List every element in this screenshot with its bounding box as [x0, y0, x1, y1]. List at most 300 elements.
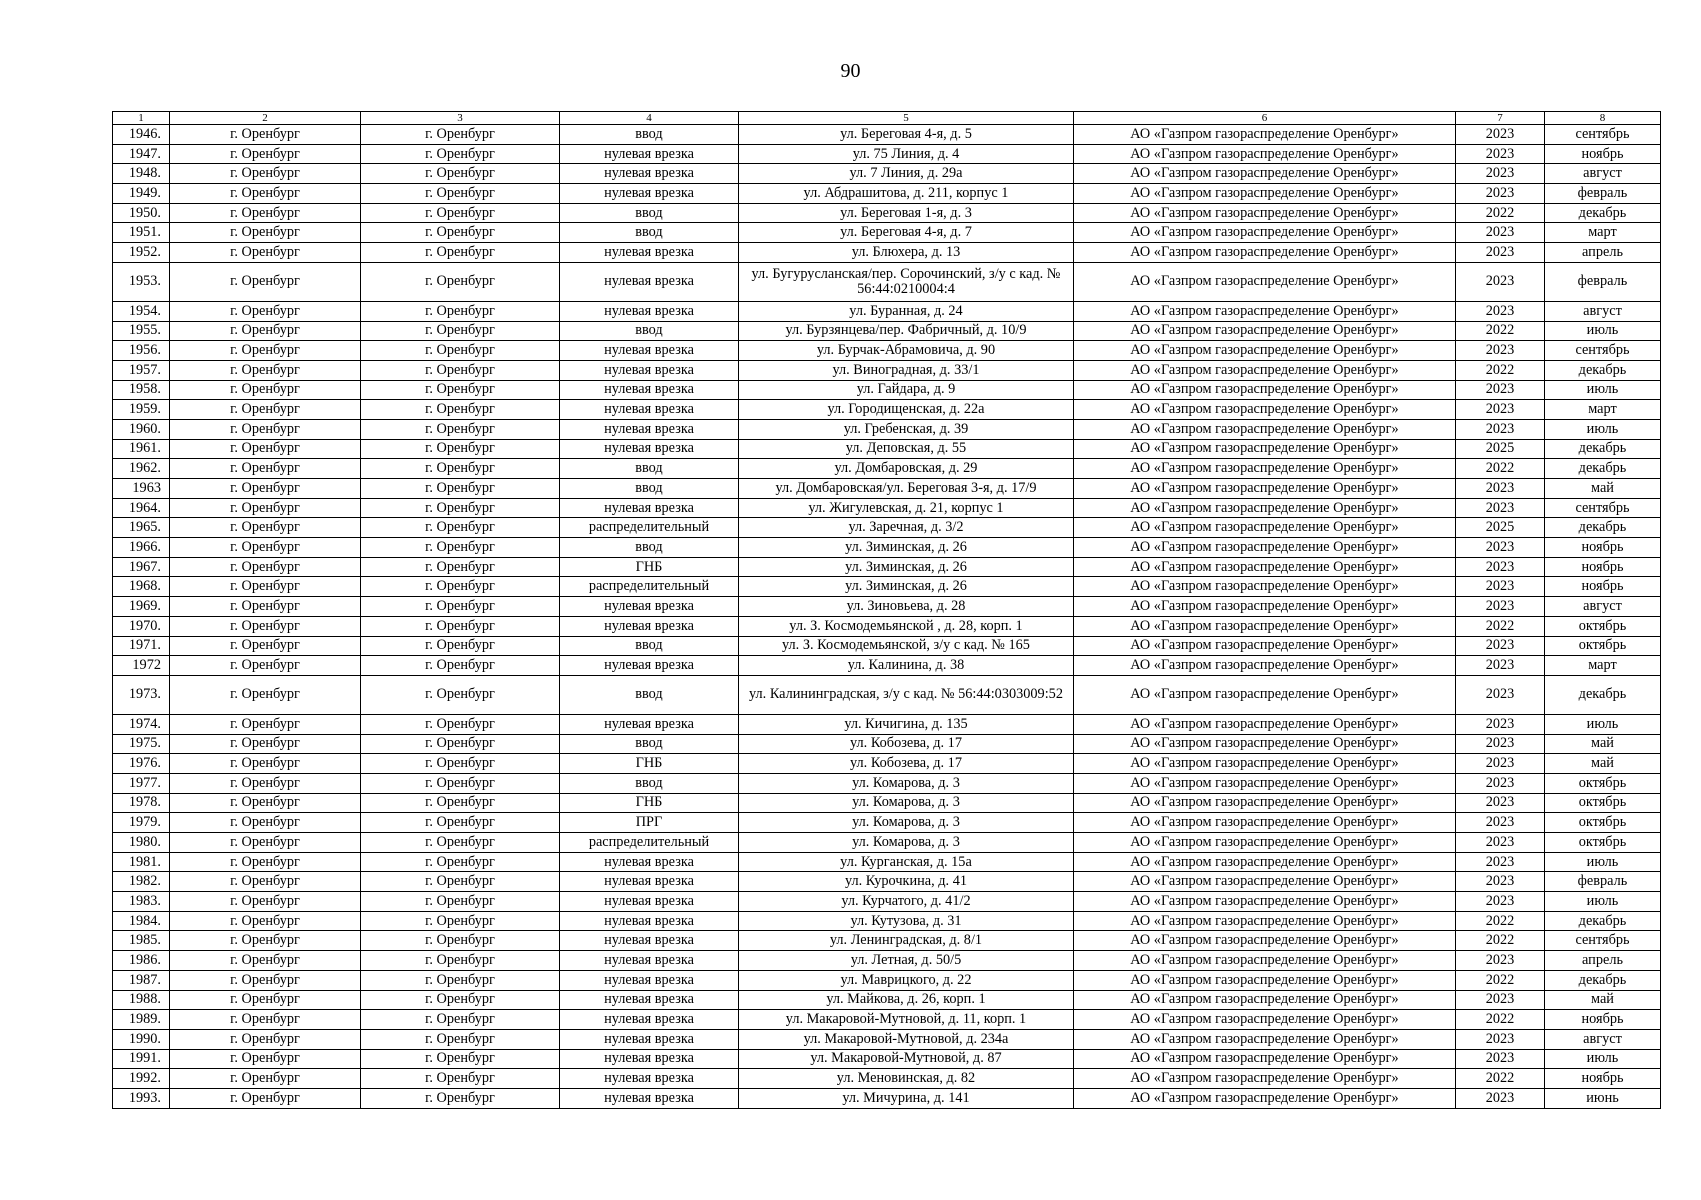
address-cell: ул. Кичигина, д. 135 [739, 714, 1074, 734]
year-cell: 2022 [1456, 360, 1545, 380]
region-cell: г. Оренбург [170, 164, 361, 184]
row-number: 1990. [113, 1029, 170, 1049]
year-cell: 2023 [1456, 1049, 1545, 1069]
organization-cell: АО «Газпром газораспределение Оренбург» [1074, 479, 1456, 499]
table-row [113, 656, 1661, 676]
table-row [113, 164, 1661, 184]
organization-cell: АО «Газпром газораспределение Оренбург» [1074, 616, 1456, 636]
address-cell: ул. Береговая 4-я, д. 7 [739, 223, 1074, 243]
month-cell: июль [1545, 1049, 1661, 1069]
work-type-cell: нулевая врезка [560, 243, 739, 263]
region-cell: г. Оренбург [170, 223, 361, 243]
table-row [113, 419, 1661, 439]
region-cell: г. Оренбург [170, 793, 361, 813]
month-cell: декабрь [1545, 675, 1661, 714]
settlement-cell: г. Оренбург [361, 203, 560, 223]
work-type-cell: нулевая врезка [560, 341, 739, 361]
row-number: 1988. [113, 990, 170, 1010]
address-cell: ул. Меновинская, д. 82 [739, 1069, 1074, 1089]
region-cell: г. Оренбург [170, 203, 361, 223]
month-cell: август [1545, 164, 1661, 184]
organization-cell: АО «Газпром газораспределение Оренбург» [1074, 636, 1456, 656]
region-cell: г. Оренбург [170, 597, 361, 617]
settlement-cell: г. Оренбург [361, 400, 560, 420]
work-type-cell: ввод [560, 675, 739, 714]
settlement-cell: г. Оренбург [361, 498, 560, 518]
address-cell: ул. Макаровой-Мутновой, д. 234а [739, 1029, 1074, 1049]
settlement-cell: г. Оренбург [361, 459, 560, 479]
address-cell: ул. Маврицкого, д. 22 [739, 970, 1074, 990]
organization-cell: АО «Газпром газораспределение Оренбург» [1074, 498, 1456, 518]
region-cell: г. Оренбург [170, 852, 361, 872]
work-type-cell: нулевая врезка [560, 951, 739, 971]
table-row [113, 577, 1661, 597]
address-cell: ул. Макаровой-Мутновой, д. 87 [739, 1049, 1074, 1069]
address-cell: ул. Кобозева, д. 17 [739, 734, 1074, 754]
work-type-cell: ввод [560, 636, 739, 656]
table-row [113, 597, 1661, 617]
table-row [113, 538, 1661, 558]
region-cell: г. Оренбург [170, 557, 361, 577]
year-cell: 2023 [1456, 557, 1545, 577]
address-cell: ул. Макаровой-Мутновой, д. 11, корп. 1 [739, 1010, 1074, 1030]
organization-cell: АО «Газпром газораспределение Оренбург» [1074, 184, 1456, 204]
settlement-cell: г. Оренбург [361, 970, 560, 990]
settlement-cell: г. Оренбург [361, 990, 560, 1010]
year-cell: 2023 [1456, 1029, 1545, 1049]
work-type-cell: нулевая врезка [560, 439, 739, 459]
region-cell: г. Оренбург [170, 931, 361, 951]
region-cell: г. Оренбург [170, 911, 361, 931]
table-row [113, 1088, 1661, 1108]
year-cell: 2023 [1456, 833, 1545, 853]
address-cell: ул. Бугурусланская/пер. Сорочинский, з/у с кад. № 56:44:0210004:4 [739, 262, 1074, 301]
row-number: 1951. [113, 223, 170, 243]
month-cell: октябрь [1545, 833, 1661, 853]
year-cell: 2023 [1456, 714, 1545, 734]
table-header [113, 112, 1661, 125]
address-cell: ул. Виноградная, д. 33/1 [739, 360, 1074, 380]
year-cell: 2023 [1456, 341, 1545, 361]
work-type-cell: ГНБ [560, 793, 739, 813]
column-header: 8 [1545, 112, 1661, 125]
month-cell: апрель [1545, 951, 1661, 971]
work-type-cell: нулевая врезка [560, 872, 739, 892]
work-type-cell: нулевая врезка [560, 1088, 739, 1108]
page-number: 90 [840, 60, 861, 82]
row-number: 1972 [113, 656, 170, 676]
organization-cell: АО «Газпром газораспределение Оренбург» [1074, 852, 1456, 872]
settlement-cell: г. Оренбург [361, 360, 560, 380]
column-header: 5 [739, 112, 1074, 125]
column-header: 2 [170, 112, 361, 125]
row-number: 1968. [113, 577, 170, 597]
year-cell: 2023 [1456, 243, 1545, 263]
work-type-cell: ГНБ [560, 754, 739, 774]
address-cell: ул. Городищенская, д. 22а [739, 400, 1074, 420]
table-row [113, 557, 1661, 577]
settlement-cell: г. Оренбург [361, 419, 560, 439]
address-cell: ул. Ленинградская, д. 8/1 [739, 931, 1074, 951]
organization-cell: АО «Газпром газораспределение Оренбург» [1074, 400, 1456, 420]
work-type-cell: нулевая врезка [560, 852, 739, 872]
row-number: 1965. [113, 518, 170, 538]
settlement-cell: г. Оренбург [361, 164, 560, 184]
table-row [113, 125, 1661, 145]
settlement-cell: г. Оренбург [361, 144, 560, 164]
year-cell: 2022 [1456, 970, 1545, 990]
row-number: 1964. [113, 498, 170, 518]
year-cell: 2023 [1456, 793, 1545, 813]
month-cell: сентябрь [1545, 125, 1661, 145]
row-number: 1946. [113, 125, 170, 145]
address-cell: ул. Курганская, д. 15а [739, 852, 1074, 872]
work-type-cell: нулевая врезка [560, 970, 739, 990]
year-cell: 2022 [1456, 911, 1545, 931]
month-cell: июль [1545, 380, 1661, 400]
table-row [113, 498, 1661, 518]
address-cell: ул. Мичурина, д. 141 [739, 1088, 1074, 1108]
month-cell: октябрь [1545, 616, 1661, 636]
data-table [112, 111, 1661, 1109]
region-cell: г. Оренбург [170, 498, 361, 518]
month-cell: декабрь [1545, 360, 1661, 380]
header-row [113, 112, 1661, 125]
address-cell: ул. З. Космодемьянской , д. 28, корп. 1 [739, 616, 1074, 636]
organization-cell: АО «Газпром газораспределение Оренбург» [1074, 1029, 1456, 1049]
row-number: 1986. [113, 951, 170, 971]
row-number: 1962. [113, 459, 170, 479]
month-cell: сентябрь [1545, 341, 1661, 361]
region-cell: г. Оренбург [170, 636, 361, 656]
organization-cell: АО «Газпром газораспределение Оренбург» [1074, 714, 1456, 734]
region-cell: г. Оренбург [170, 360, 361, 380]
region-cell: г. Оренбург [170, 1069, 361, 1089]
settlement-cell: г. Оренбург [361, 1029, 560, 1049]
year-cell: 2022 [1456, 1010, 1545, 1030]
settlement-cell: г. Оренбург [361, 813, 560, 833]
region-cell: г. Оренбург [170, 479, 361, 499]
month-cell: ноябрь [1545, 1069, 1661, 1089]
row-number: 1981. [113, 852, 170, 872]
work-type-cell: ввод [560, 223, 739, 243]
settlement-cell: г. Оренбург [361, 911, 560, 931]
row-number: 1984. [113, 911, 170, 931]
region-cell: г. Оренбург [170, 675, 361, 714]
table-row [113, 833, 1661, 853]
work-type-cell: распределительный [560, 577, 739, 597]
work-type-cell: ввод [560, 321, 739, 341]
settlement-cell: г. Оренбург [361, 852, 560, 872]
organization-cell: АО «Газпром газораспределение Оренбург» [1074, 144, 1456, 164]
row-number: 1958. [113, 380, 170, 400]
row-number: 1956. [113, 341, 170, 361]
table-row [113, 754, 1661, 774]
year-cell: 2023 [1456, 1088, 1545, 1108]
row-number: 1948. [113, 164, 170, 184]
month-cell: ноябрь [1545, 1010, 1661, 1030]
address-cell: ул. Бурчак-Абрамовича, д. 90 [739, 341, 1074, 361]
work-type-cell: распределительный [560, 833, 739, 853]
organization-cell: АО «Газпром газораспределение Оренбург» [1074, 243, 1456, 263]
region-cell: г. Оренбург [170, 380, 361, 400]
month-cell: август [1545, 301, 1661, 321]
settlement-cell: г. Оренбург [361, 301, 560, 321]
table-row [113, 262, 1661, 301]
settlement-cell: г. Оренбург [361, 557, 560, 577]
work-type-cell: нулевая врезка [560, 360, 739, 380]
settlement-cell: г. Оренбург [361, 734, 560, 754]
month-cell: сентябрь [1545, 931, 1661, 951]
table-row [113, 734, 1661, 754]
settlement-cell: г. Оренбург [361, 1010, 560, 1030]
address-cell: ул. Зиминская, д. 26 [739, 538, 1074, 558]
work-type-cell: нулевая врезка [560, 1069, 739, 1089]
month-cell: май [1545, 734, 1661, 754]
region-cell: г. Оренбург [170, 872, 361, 892]
settlement-cell: г. Оренбург [361, 380, 560, 400]
year-cell: 2023 [1456, 892, 1545, 912]
table-row [113, 184, 1661, 204]
work-type-cell: нулевая врезка [560, 144, 739, 164]
address-cell: ул. Летная, д. 50/5 [739, 951, 1074, 971]
settlement-cell: г. Оренбург [361, 479, 560, 499]
region-cell: г. Оренбург [170, 1088, 361, 1108]
settlement-cell: г. Оренбург [361, 243, 560, 263]
region-cell: г. Оренбург [170, 754, 361, 774]
settlement-cell: г. Оренбург [361, 184, 560, 204]
year-cell: 2023 [1456, 184, 1545, 204]
work-type-cell: нулевая врезка [560, 262, 739, 301]
table-row [113, 872, 1661, 892]
year-cell: 2023 [1456, 164, 1545, 184]
year-cell: 2025 [1456, 518, 1545, 538]
organization-cell: АО «Газпром газораспределение Оренбург» [1074, 931, 1456, 951]
settlement-cell: г. Оренбург [361, 341, 560, 361]
month-cell: ноябрь [1545, 557, 1661, 577]
work-type-cell: нулевая врезка [560, 1049, 739, 1069]
address-cell: ул. Комарова, д. 3 [739, 793, 1074, 813]
organization-cell: АО «Газпром газораспределение Оренбург» [1074, 262, 1456, 301]
region-cell: г. Оренбург [170, 400, 361, 420]
organization-cell: АО «Газпром газораспределение Оренбург» [1074, 793, 1456, 813]
table-row [113, 479, 1661, 499]
address-cell: ул. Бурзянцева/пер. Фабричный, д. 10/9 [739, 321, 1074, 341]
region-cell: г. Оренбург [170, 518, 361, 538]
table-row [113, 970, 1661, 990]
settlement-cell: г. Оренбург [361, 636, 560, 656]
work-type-cell: ввод [560, 203, 739, 223]
row-number: 1961. [113, 439, 170, 459]
table-row [113, 931, 1661, 951]
settlement-cell: г. Оренбург [361, 616, 560, 636]
organization-cell: АО «Газпром газораспределение Оренбург» [1074, 538, 1456, 558]
month-cell: март [1545, 223, 1661, 243]
settlement-cell: г. Оренбург [361, 675, 560, 714]
work-type-cell: нулевая врезка [560, 616, 739, 636]
row-number: 1966. [113, 538, 170, 558]
month-cell: июль [1545, 852, 1661, 872]
settlement-cell: г. Оренбург [361, 754, 560, 774]
table-row [113, 714, 1661, 734]
address-cell: ул. 7 Линия, д. 29а [739, 164, 1074, 184]
organization-cell: АО «Газпром газораспределение Оренбург» [1074, 419, 1456, 439]
organization-cell: АО «Газпром газораспределение Оренбург» [1074, 970, 1456, 990]
row-number: 1991. [113, 1049, 170, 1069]
month-cell: ноябрь [1545, 577, 1661, 597]
row-number: 1979. [113, 813, 170, 833]
row-number: 1953. [113, 262, 170, 301]
settlement-cell: г. Оренбург [361, 538, 560, 558]
address-cell: ул. Кутузова, д. 31 [739, 911, 1074, 931]
month-cell: июнь [1545, 1088, 1661, 1108]
work-type-cell: ввод [560, 479, 739, 499]
region-cell: г. Оренбург [170, 341, 361, 361]
table-row [113, 1010, 1661, 1030]
table-row [113, 459, 1661, 479]
work-type-cell: нулевая врезка [560, 597, 739, 617]
table-row [113, 911, 1661, 931]
month-cell: октябрь [1545, 793, 1661, 813]
address-cell: ул. Гребенская, д. 39 [739, 419, 1074, 439]
year-cell: 2023 [1456, 538, 1545, 558]
region-cell: г. Оренбург [170, 439, 361, 459]
address-cell: ул. Заречная, д. 3/2 [739, 518, 1074, 538]
organization-cell: АО «Газпром газораспределение Оренбург» [1074, 675, 1456, 714]
organization-cell: АО «Газпром газораспределение Оренбург» [1074, 597, 1456, 617]
organization-cell: АО «Газпром газораспределение Оренбург» [1074, 459, 1456, 479]
month-cell: декабрь [1545, 459, 1661, 479]
work-type-cell: ПРГ [560, 813, 739, 833]
region-cell: г. Оренбург [170, 321, 361, 341]
row-number: 1952. [113, 243, 170, 263]
address-cell: ул. Береговая 1-я, д. 3 [739, 203, 1074, 223]
row-number: 1977. [113, 773, 170, 793]
organization-cell: АО «Газпром газораспределение Оренбург» [1074, 125, 1456, 145]
table-row [113, 144, 1661, 164]
month-cell: сентябрь [1545, 498, 1661, 518]
address-cell: ул. Буранная, д. 24 [739, 301, 1074, 321]
address-cell: ул. Гайдара, д. 9 [739, 380, 1074, 400]
work-type-cell: нулевая врезка [560, 911, 739, 931]
month-cell: декабрь [1545, 970, 1661, 990]
month-cell: август [1545, 597, 1661, 617]
row-number: 1969. [113, 597, 170, 617]
address-cell: ул. Деповская, д. 55 [739, 439, 1074, 459]
organization-cell: АО «Газпром газораспределение Оренбург» [1074, 1010, 1456, 1030]
organization-cell: АО «Газпром газораспределение Оренбург» [1074, 360, 1456, 380]
month-cell: август [1545, 1029, 1661, 1049]
year-cell: 2023 [1456, 872, 1545, 892]
address-cell: ул. Калинина, д. 38 [739, 656, 1074, 676]
row-number: 1974. [113, 714, 170, 734]
work-type-cell: нулевая врезка [560, 1010, 739, 1030]
region-cell: г. Оренбург [170, 301, 361, 321]
row-number: 1978. [113, 793, 170, 813]
region-cell: г. Оренбург [170, 951, 361, 971]
address-cell: ул. Кобозева, д. 17 [739, 754, 1074, 774]
row-number: 1976. [113, 754, 170, 774]
region-cell: г. Оренбург [170, 538, 361, 558]
region-cell: г. Оренбург [170, 577, 361, 597]
year-cell: 2023 [1456, 400, 1545, 420]
settlement-cell: г. Оренбург [361, 656, 560, 676]
table-row [113, 341, 1661, 361]
settlement-cell: г. Оренбург [361, 1088, 560, 1108]
region-cell: г. Оренбург [170, 144, 361, 164]
region-cell: г. Оренбург [170, 773, 361, 793]
year-cell: 2023 [1456, 990, 1545, 1010]
month-cell: июль [1545, 419, 1661, 439]
table-row [113, 321, 1661, 341]
month-cell: февраль [1545, 262, 1661, 301]
work-type-cell: нулевая врезка [560, 931, 739, 951]
region-cell: г. Оренбург [170, 1010, 361, 1030]
month-cell: декабрь [1545, 439, 1661, 459]
region-cell: г. Оренбург [170, 656, 361, 676]
organization-cell: АО «Газпром газораспределение Оренбург» [1074, 557, 1456, 577]
work-type-cell: ГНБ [560, 557, 739, 577]
organization-cell: АО «Газпром газораспределение Оренбург» [1074, 813, 1456, 833]
row-number: 1970. [113, 616, 170, 636]
row-number: 1949. [113, 184, 170, 204]
address-cell: ул. 75 Линия, д. 4 [739, 144, 1074, 164]
column-header: 7 [1456, 112, 1545, 125]
table-row [113, 380, 1661, 400]
year-cell: 2022 [1456, 459, 1545, 479]
row-number: 1993. [113, 1088, 170, 1108]
region-cell: г. Оренбург [170, 813, 361, 833]
row-number: 1982. [113, 872, 170, 892]
year-cell: 2023 [1456, 734, 1545, 754]
region-cell: г. Оренбург [170, 125, 361, 145]
table-body [113, 125, 1661, 1109]
row-number: 1955. [113, 321, 170, 341]
address-cell: ул. Зиминская, д. 26 [739, 577, 1074, 597]
organization-cell: АО «Газпром газораспределение Оренбург» [1074, 1088, 1456, 1108]
month-cell: май [1545, 990, 1661, 1010]
table-row [113, 675, 1661, 714]
organization-cell: АО «Газпром газораспределение Оренбург» [1074, 951, 1456, 971]
work-type-cell: ввод [560, 125, 739, 145]
organization-cell: АО «Газпром газораспределение Оренбург» [1074, 518, 1456, 538]
year-cell: 2023 [1456, 125, 1545, 145]
month-cell: март [1545, 656, 1661, 676]
settlement-cell: г. Оренбург [361, 793, 560, 813]
year-cell: 2023 [1456, 773, 1545, 793]
row-number: 1992. [113, 1069, 170, 1089]
month-cell: февраль [1545, 872, 1661, 892]
table-row [113, 990, 1661, 1010]
row-number: 1987. [113, 970, 170, 990]
year-cell: 2023 [1456, 380, 1545, 400]
region-cell: г. Оренбург [170, 1049, 361, 1069]
table-row [113, 773, 1661, 793]
row-number: 1963 [113, 479, 170, 499]
table-row [113, 951, 1661, 971]
row-number: 1985. [113, 931, 170, 951]
row-number: 1950. [113, 203, 170, 223]
organization-cell: АО «Газпром газораспределение Оренбург» [1074, 773, 1456, 793]
month-cell: июль [1545, 892, 1661, 912]
region-cell: г. Оренбург [170, 714, 361, 734]
year-cell: 2022 [1456, 203, 1545, 223]
region-cell: г. Оренбург [170, 243, 361, 263]
month-cell: май [1545, 754, 1661, 774]
month-cell: декабрь [1545, 911, 1661, 931]
table-row [113, 1029, 1661, 1049]
work-type-cell: нулевая врезка [560, 419, 739, 439]
